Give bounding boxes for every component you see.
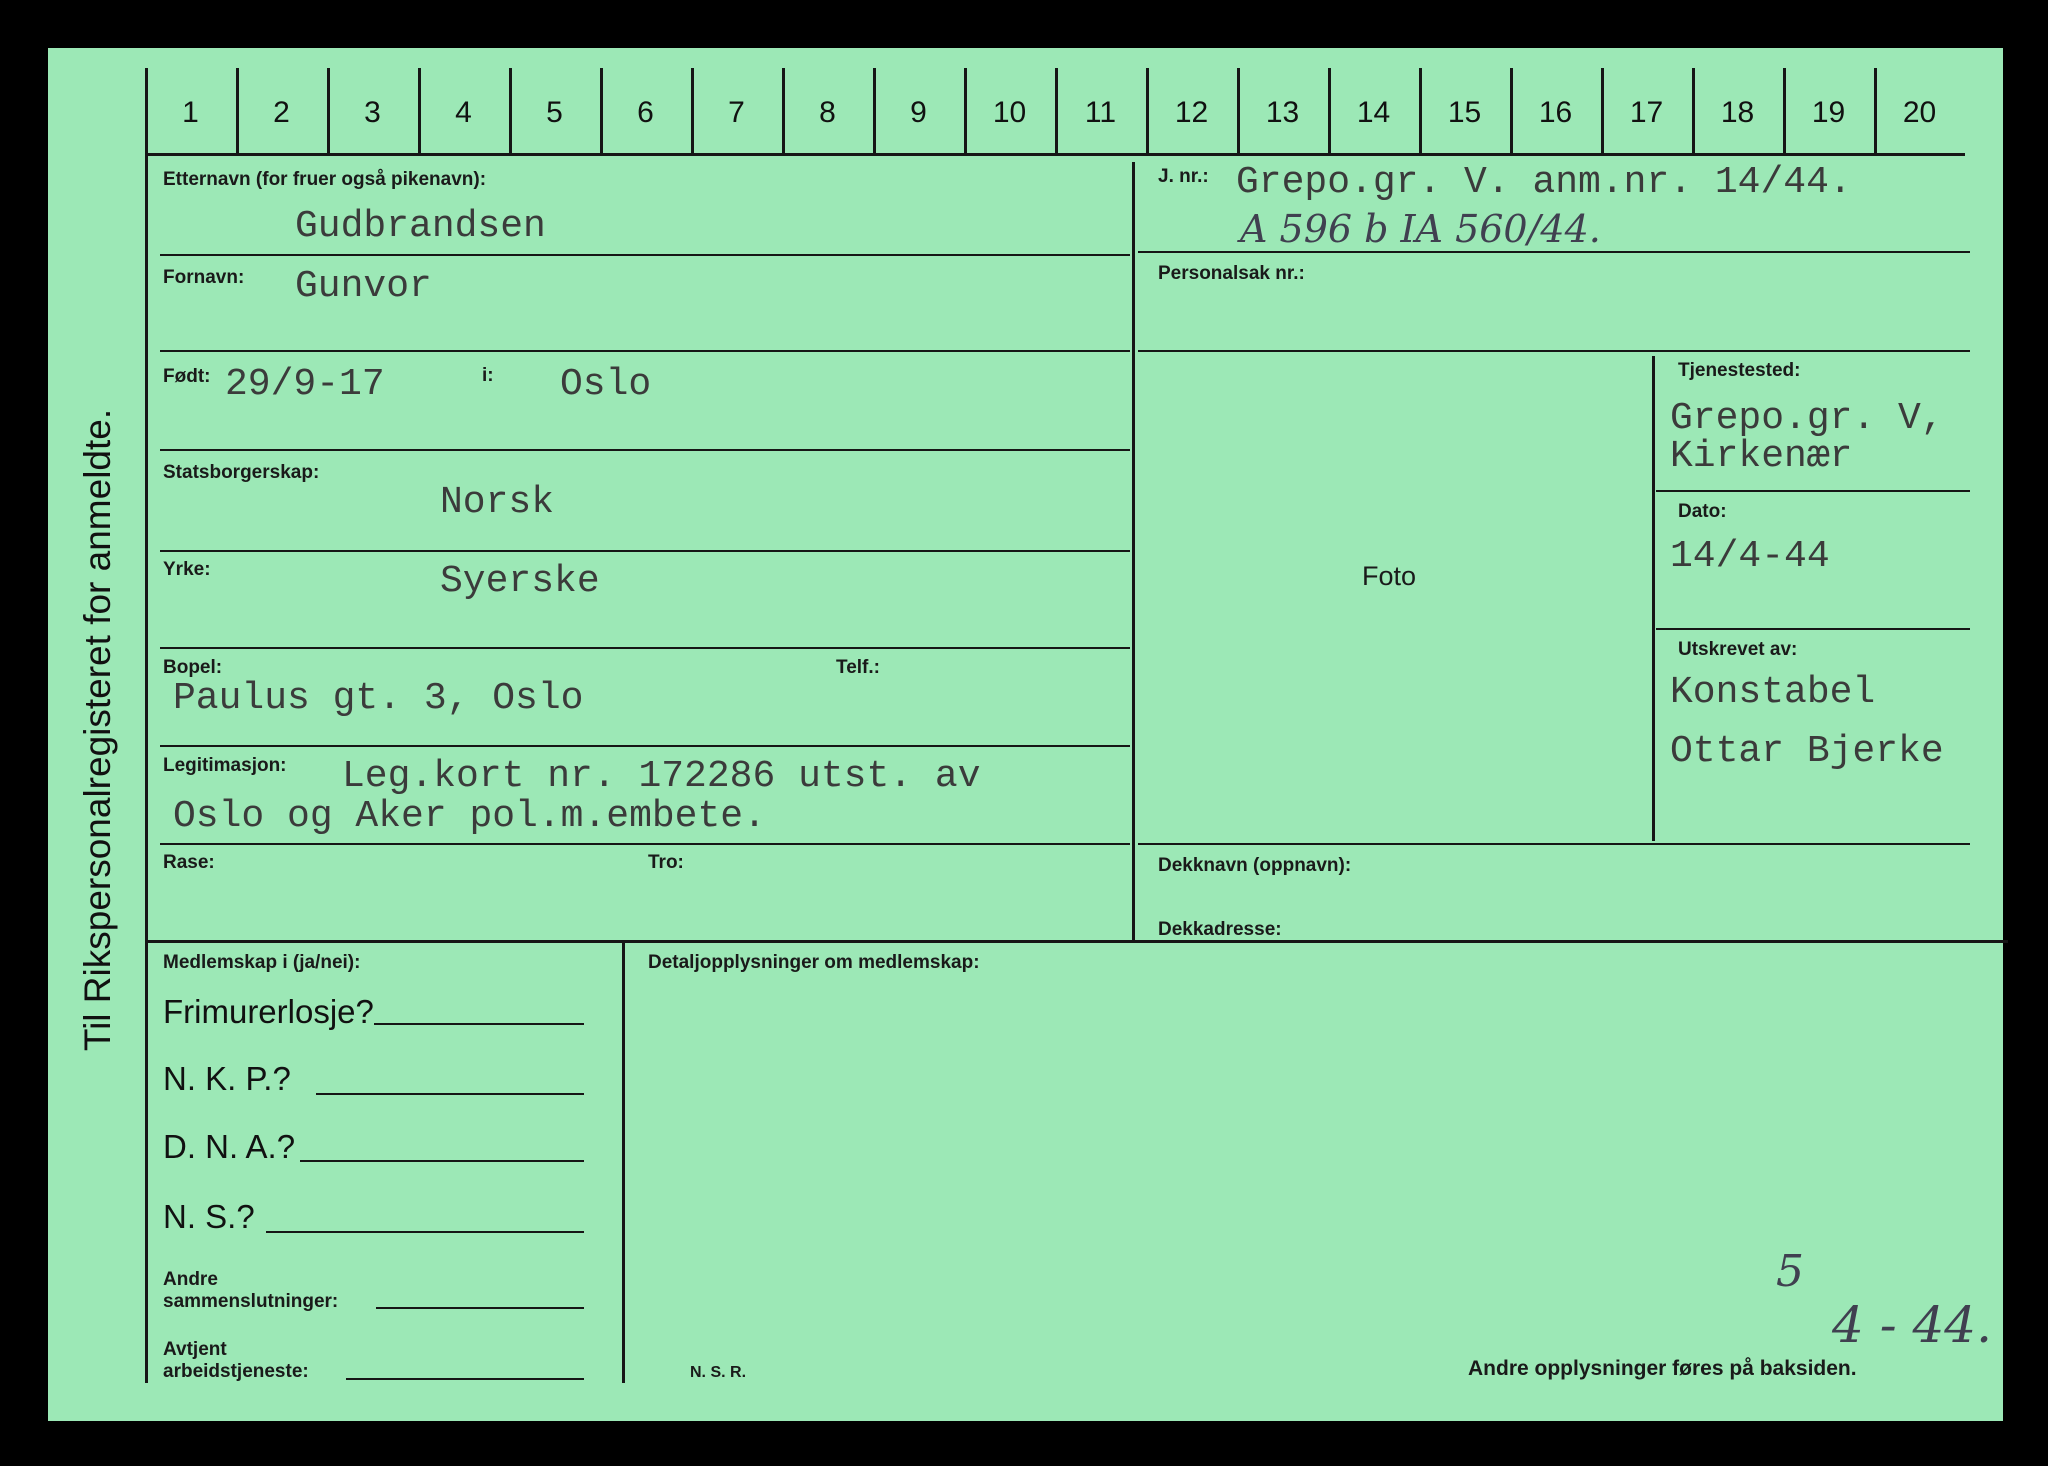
column-number-1: 1 [182,96,199,129]
column-number-17: 17 [1629,96,1664,129]
column-number-16: 16 [1538,96,1573,129]
column-divider [964,68,967,154]
dekknavn-label: Dekknavn (oppnavn): [1158,855,1352,876]
avtjent-label-1: Avtjent [163,1339,227,1360]
membership-divider-line [622,943,625,1383]
column-number-14: 14 [1356,96,1391,129]
legitimasjon-value-line1: Leg.kort nr. 172286 utst. av [342,755,981,798]
column-number-7: 7 [728,96,745,129]
column-number-3: 3 [364,96,381,129]
avtjent-line [346,1378,584,1380]
column-number-8: 8 [819,96,836,129]
yrke-value: Syerske [440,560,600,603]
rase-label: Rase: [163,852,215,873]
fodt-value: 29/9-17 [225,363,385,406]
bopel-label: Bopel: [163,657,223,678]
telf-label: Telf.: [836,657,880,678]
column-divider [509,68,512,154]
line-etternavn [160,254,1130,256]
column-divider [327,68,330,154]
line-utskrevet [1138,843,1970,845]
column-divider [1601,68,1604,154]
column-number-10: 10 [992,96,1027,129]
dato-value: 14/4-44 [1670,535,1830,578]
column-number-6: 6 [637,96,654,129]
legitimasjon-value-line2: Oslo og Aker pol.m.embete. [173,795,766,838]
dato-label: Dato: [1678,501,1727,522]
frimurerlosje-answer-line [374,1023,584,1025]
fodested-value: Oslo [560,363,652,406]
column-divider [1783,68,1786,154]
andre-sammenslutninger-label-1: Andre [163,1269,218,1290]
column-number-12: 12 [1174,96,1209,129]
column-number-19: 19 [1811,96,1846,129]
handwritten-date-top: 5 [1776,1246,1804,1297]
column-divider [1237,68,1240,154]
column-number-18: 18 [1720,96,1755,129]
jnr-label: J. nr.: [1158,166,1209,187]
utskrevet-value-line2: Ottar Bjerke [1670,730,1944,773]
right-divider-line [1652,356,1655,841]
nkp-question: N. K. P.? [163,1060,291,1097]
avtjent-label-2: arbeidstjeneste: [163,1361,309,1382]
frimurerlosje-question: Frimurerlosje? [163,993,374,1030]
bopel-value: Paulus gt. 3, Oslo [173,677,584,720]
tro-label: Tro: [648,852,684,873]
jnr-value: Grepo.gr. V. anm.nr. 14/44. [1236,161,1852,204]
etternavn-label: Etternavn (for fruer også pikenavn): [163,169,487,190]
medlemskap-label: Medlemskap i (ja/nei): [163,952,361,973]
yrke-label: Yrke: [163,559,211,580]
middle-divider-line [1132,162,1135,942]
jnr-handwritten: A 596 b IA 560/44. [1240,207,1601,251]
line-jnr [1138,251,1970,253]
dekkadresse-label: Dekkadresse: [1158,919,1282,940]
column-divider [782,68,785,154]
fodt-label: Født: [163,366,211,387]
left-border-line [145,68,148,1383]
statsborgerskap-value: Norsk [440,481,555,524]
fornavn-label: Fornavn: [163,267,245,288]
legitimasjon-label: Legitimasjon: [163,755,287,776]
foto-label: Foto [1362,561,1417,591]
top-strip-line [145,153,1965,156]
column-divider [1692,68,1695,154]
column-number-9: 9 [910,96,927,129]
personalsak-label: Personalsak nr.: [1158,263,1305,284]
side-text: Til Rikspersonalregisteret for anmeldte. [77,408,118,1052]
line-personalsak [1138,350,1970,352]
column-divider [873,68,876,154]
line-yrke [160,647,1130,649]
andre-sammenslutninger-label-2: sammenslutninger: [163,1291,339,1312]
line-bopel [160,745,1130,747]
column-divider [1874,68,1877,154]
column-divider [600,68,603,154]
column-divider [1419,68,1422,154]
footer-note: Andre opplysninger føres på baksiden. [1468,1357,1857,1380]
column-divider [1510,68,1513,154]
utskrevet-value-line1: Konstabel [1670,671,1876,714]
column-divider [691,68,694,154]
andre-sammenslutninger-line [376,1307,584,1309]
ns-question: N. S.? [163,1198,255,1235]
fodested-label: i: [482,365,494,386]
ns-answer-line [266,1231,584,1233]
nkp-answer-line [316,1093,584,1095]
etternavn-value: Gudbrandsen [295,205,546,248]
tjenestested-label: Tjenestested: [1678,360,1801,381]
line-tjenestested [1656,490,1970,492]
line-legitimasjon [160,843,1130,845]
nsr-mark: N. S. R. [690,1364,747,1381]
column-divider [1055,68,1058,154]
fornavn-value: Gunvor [295,265,432,308]
column-divider [236,68,239,154]
column-divider [1328,68,1331,154]
column-number-4: 4 [455,96,472,129]
column-number-20: 20 [1902,96,1937,129]
tjenestested-value-line1: Grepo.gr. V, [1670,397,1944,440]
column-number-13: 13 [1265,96,1300,129]
column-number-11: 11 [1084,96,1117,129]
column-divider [1146,68,1149,154]
column-number-15: 15 [1447,96,1482,129]
utskrevet-label: Utskrevet av: [1678,639,1798,660]
line-dato [1656,628,1970,630]
line-statsborgerskap [160,550,1130,552]
line-fodt [160,449,1130,451]
column-number-5: 5 [546,96,563,129]
handwritten-date-bottom: 4 - 44. [1832,1296,1993,1354]
membership-top-line [145,940,2008,943]
line-fornavn [160,350,1130,352]
dna-question: D. N. A.? [163,1128,296,1165]
column-number-2: 2 [273,96,290,129]
dna-answer-line [300,1160,584,1162]
column-divider [418,68,421,154]
statsborgerskap-label: Statsborgerskap: [163,462,320,483]
detalj-label: Detaljopplysninger om medlemskap: [648,952,980,973]
tjenestested-value-line2: Kirkenær [1670,435,1853,478]
